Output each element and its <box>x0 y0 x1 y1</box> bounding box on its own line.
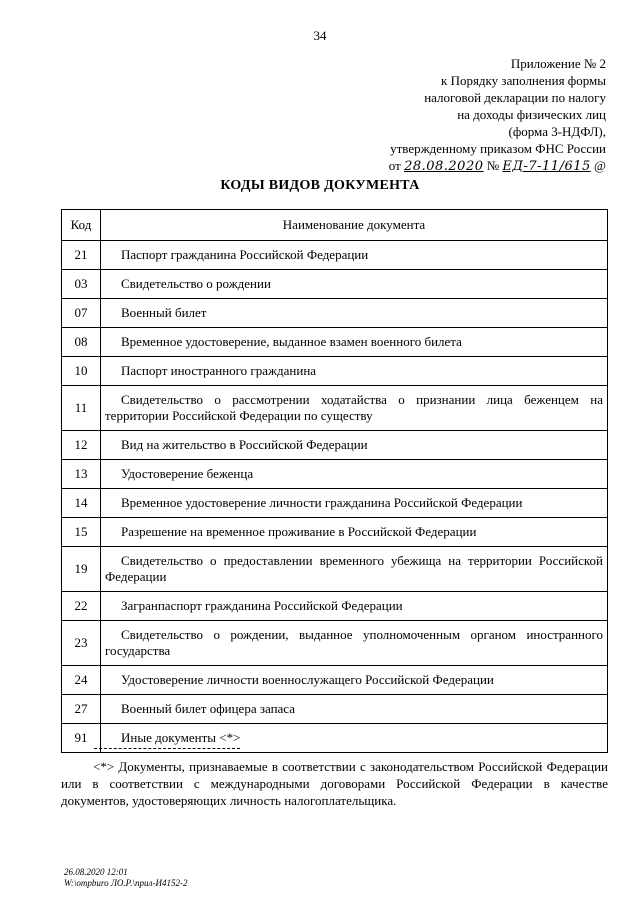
table-header-row <box>62 210 608 241</box>
table-row <box>62 431 608 460</box>
row-name: Свидетельство о рождении <box>101 270 608 299</box>
table-row <box>62 270 608 299</box>
row-name: Иные документы <*> <box>101 724 608 753</box>
table-row <box>62 621 608 666</box>
row-code: 27 <box>62 695 101 724</box>
document-codes-table <box>61 209 608 753</box>
table-row <box>62 241 608 270</box>
table-row <box>62 460 608 489</box>
row-code: 10 <box>62 357 101 386</box>
row-code: 08 <box>62 328 101 357</box>
stamp-datetime: 26.08.2020 12:01 <box>64 867 128 877</box>
row-code: 24 <box>62 666 101 695</box>
row-name: Загранпаспорт гражданина Российской Федерации <box>101 592 608 621</box>
footnote-separator <box>94 748 240 749</box>
table-row <box>62 592 608 621</box>
row-code: 12 <box>62 431 101 460</box>
row-name: Удостоверение личности военнослужащего Российской Федерации <box>101 666 608 695</box>
row-code: 03 <box>62 270 101 299</box>
appendix-line: к Порядку заполнения формы <box>441 73 606 88</box>
order-suffix: @ <box>594 158 606 173</box>
row-name: Вид на жительство в Российской Федерации <box>101 431 608 460</box>
number-label: № <box>486 158 500 173</box>
row-code: 91 <box>62 724 101 753</box>
page-number: 34 <box>313 28 327 43</box>
appendix-line: налоговой декларации по налогу <box>424 90 606 105</box>
row-code: 21 <box>62 241 101 270</box>
appendix-line: (форма 3-НДФЛ), <box>508 124 606 139</box>
row-code: 07 <box>62 299 101 328</box>
footnote-text: <*> Документы, признаваемые в соответствии с законодательством Российской Федерации или в соответствии с международными договорами Российской Федерации в качестве документов, удостоверяющих личность налогоплательщика. <box>61 759 608 808</box>
row-name: Разрешение на временное проживание в Российской Федерации <box>101 518 608 547</box>
row-name: Удостоверение беженца <box>101 460 608 489</box>
order-reference <box>389 157 606 175</box>
table-row <box>62 328 608 357</box>
header-name: Наименование документа <box>101 210 608 241</box>
row-name: Военный билет <box>101 299 608 328</box>
row-code: 19 <box>62 547 101 592</box>
row-code: 13 <box>62 460 101 489</box>
appendix-line: утвержденному приказом ФНС России <box>390 141 606 156</box>
row-name: Паспорт иностранного гражданина <box>101 357 608 386</box>
stamp-filepath: W:\ompburo ЛО.Р.\прил-И4152-2 <box>64 878 188 888</box>
print-stamp <box>64 867 187 889</box>
row-name: Паспорт гражданина Российской Федерации <box>101 241 608 270</box>
table-row <box>62 518 608 547</box>
row-name: Свидетельство о рождении, выданное уполномоченным органом иностранного государства <box>101 621 608 666</box>
row-name: Свидетельство о предоставлении временного убежища на территории Российской Федерации <box>101 547 608 592</box>
document-title: КОДЫ ВИДОВ ДОКУМЕНТА <box>220 178 420 193</box>
table-row <box>62 299 608 328</box>
appendix-block <box>389 55 606 175</box>
header-code: Код <box>62 210 101 241</box>
row-name: Военный билет офицера запаса <box>101 695 608 724</box>
row-code: 14 <box>62 489 101 518</box>
table-row <box>62 386 608 431</box>
row-name: Временное удостоверение личности гражданина Российской Федерации <box>101 489 608 518</box>
row-code: 11 <box>62 386 101 431</box>
order-number: ЕД-7-11/615 <box>502 159 591 174</box>
row-name: Свидетельство о рассмотрении ходатайства о признании лица беженцем на территории Российской Федерации по существу <box>101 386 608 431</box>
appendix-line: Приложение № 2 <box>510 56 606 71</box>
order-date: 28.08.2020 <box>404 159 484 174</box>
appendix-line: на доходы физических лиц <box>457 107 606 122</box>
table-row <box>62 666 608 695</box>
row-code: 23 <box>62 621 101 666</box>
table-row <box>62 547 608 592</box>
table-row <box>62 695 608 724</box>
row-code: 15 <box>62 518 101 547</box>
table-row <box>62 357 608 386</box>
row-name: Временное удостоверение, выданное взамен военного билета <box>101 328 608 357</box>
table-row <box>62 489 608 518</box>
row-code: 22 <box>62 592 101 621</box>
from-label: от <box>388 158 401 173</box>
